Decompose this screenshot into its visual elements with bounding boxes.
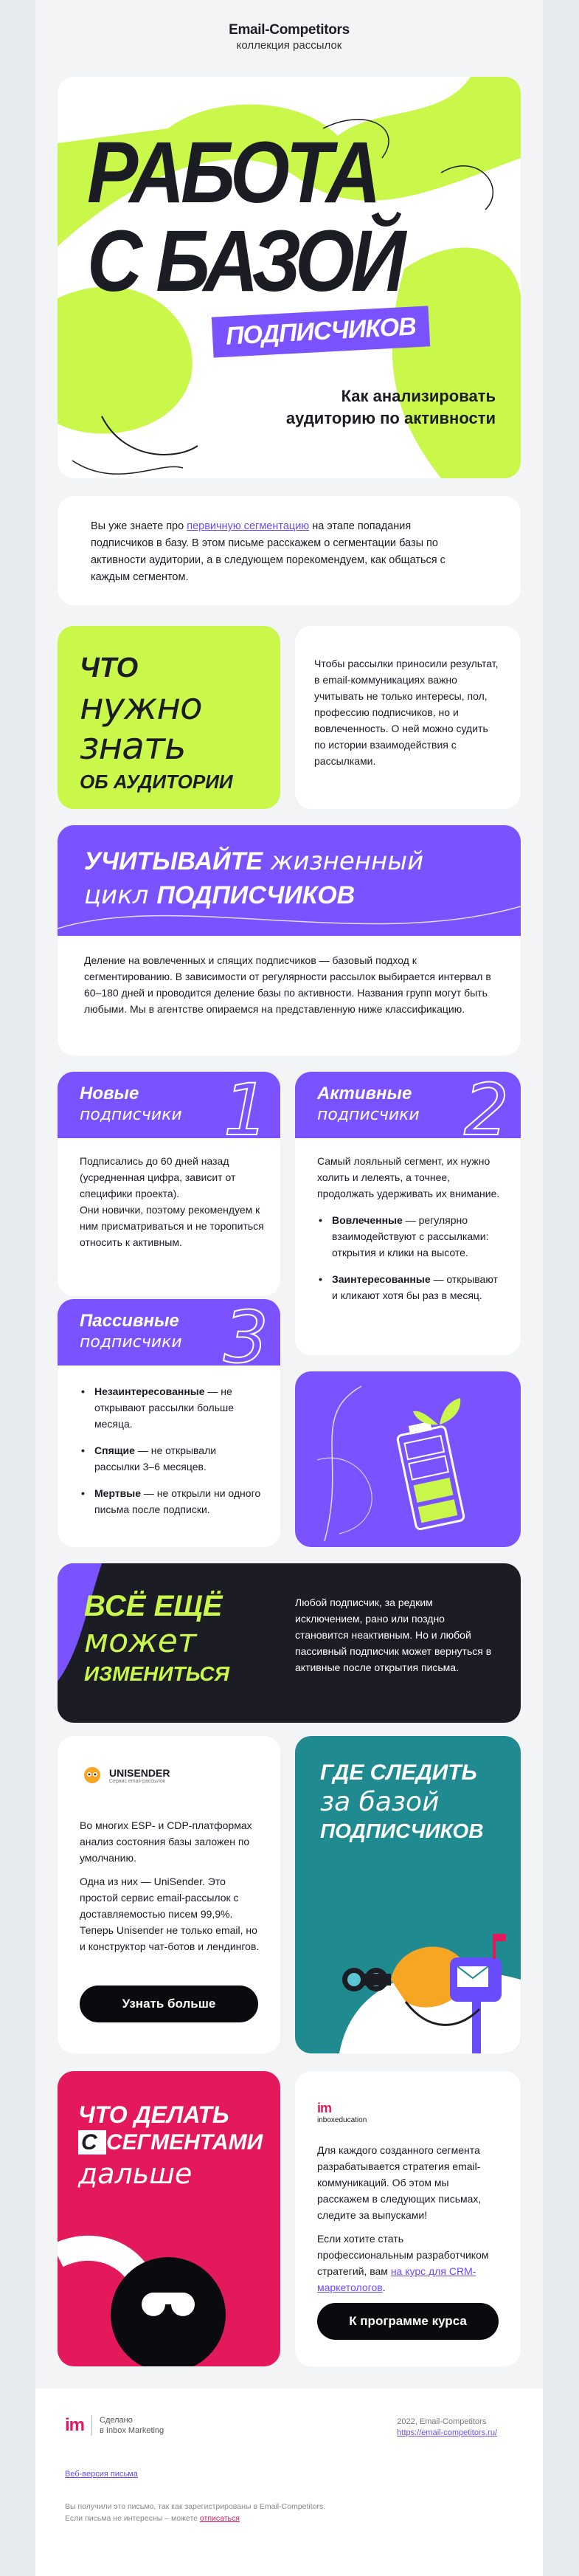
unisender-logo-sub: Сервис email-рассылок	[109, 1778, 165, 1784]
list-item-bold: Заинтересованные	[332, 1273, 431, 1285]
footer-made-2: в Inbox Marketing	[100, 2426, 164, 2435]
segment-new-card	[58, 1072, 280, 1296]
intro-text-after: на этапе попадания подписчиков в базу. В этом письме расскажем о сегментации базы по активности аудитории, а в следующем порекомендуем, как общаться с каждым сегментом.	[91, 520, 445, 583]
unisender-body	[80, 1817, 263, 1955]
list-item-bold: Мертвые	[94, 1487, 142, 1499]
where-card	[295, 1736, 521, 2053]
inbox-p2-after: .	[382, 2281, 386, 2293]
list-item-bold: Вовлеченные	[332, 1214, 403, 1226]
next-face-icon	[58, 2071, 280, 2366]
unisender-monkey-icon	[80, 1766, 105, 1785]
footer-copy	[397, 2417, 497, 2439]
segment-active-title: Активные	[317, 1084, 412, 1103]
segment-new-p1: Подписались до 60 дней назад (усредненная цифра, зависит от специфики проекта).	[80, 1155, 236, 1199]
change-card	[58, 1563, 521, 1723]
change-heading	[84, 1590, 229, 1687]
inbox-logo-mark: im	[317, 2101, 332, 2115]
list-item-text: — не открывают рассылки больше месяца.	[94, 1385, 235, 1430]
footer	[35, 2389, 543, 2576]
unisender-logo[interactable]	[80, 1766, 170, 1785]
intro-card	[58, 496, 521, 605]
inbox-body	[317, 2142, 502, 2296]
footer-logo[interactable]	[65, 2415, 164, 2436]
brand-tagline: коллекция рассылок	[236, 39, 342, 52]
inbox-p1: Для каждого созданного сегмента разрабатывается стратегия email-коммуникаций. Об этом мы расскажем в следующих письмах, следите за выпусками!	[317, 2144, 482, 2221]
segment-new-body	[80, 1153, 264, 1250]
email-container	[35, 0, 543, 2576]
list-item	[80, 1485, 264, 1518]
segment-active-header	[295, 1072, 521, 1151]
inbox-card	[295, 2071, 521, 2366]
next-word-3: дальше	[78, 2157, 193, 2190]
battery-card	[295, 1371, 521, 1547]
know-word-1: ЧТО	[80, 652, 139, 683]
segment-passive-number: 3	[223, 1299, 268, 1379]
list-item	[317, 1212, 502, 1261]
next-word-1: ЧТО ДЕЛАТЬ	[78, 2101, 229, 2128]
course-program-button[interactable]: К программе курса	[317, 2303, 499, 2340]
where-word-1: ГДЕ СЛЕДИТЬ	[320, 1760, 477, 1785]
list-item-bold: Незаинтересованные	[94, 1385, 205, 1397]
inbox-p2-before: Если хотите стать профессиональным разработчиком стратегий, вам	[317, 2233, 489, 2277]
list-item	[80, 1383, 264, 1432]
intro-link[interactable]: первичную сегментацию	[187, 520, 310, 532]
unisender-p2: Одна из них — UniSender. Это простой сервис email-рассылок с доставляемостью писем 99,9%. Теперь Unisender не только email, но и конструктор чат-ботов и лендингов.	[80, 1876, 260, 1952]
lifecycle-banner	[58, 825, 521, 936]
list-item-bold: Спящие	[94, 1444, 135, 1456]
segment-active-p1: Самый лояльный сегмент, их нужно холить и лелеять, а точнее, продолжать удерживать их внимание.	[317, 1155, 500, 1199]
segment-passive-card	[58, 1299, 280, 1547]
list-item-text: — регулярно взаимодействуют с рассылками: открытия и клики на высоте.	[332, 1214, 489, 1258]
learn-more-button[interactable]: Узнать больше	[80, 1986, 258, 2022]
inbox-logo-text: inboxeducation	[317, 2116, 367, 2124]
footer-notice-1: Вы получили это письмо, так как зарегистрированы в Email-Competitors.	[65, 2502, 326, 2511]
web-version-link[interactable]: Веб-версия письма	[65, 2470, 138, 2479]
segment-active-sub: подписчики	[317, 1106, 420, 1124]
inbox-logo[interactable]	[317, 2101, 367, 2124]
lifecycle-bold-2: ПОДПИСЧИКОВ	[156, 881, 356, 909]
lifecycle-thin-2: цикл	[84, 881, 157, 910]
hero-card	[58, 77, 521, 478]
lifecycle-thin-1: жизненный	[263, 847, 424, 876]
footer-copyright: 2022, Email-Competitors	[397, 2417, 487, 2426]
unsubscribe-link[interactable]: отписаться	[199, 2514, 240, 2523]
battery-leaf-icon	[295, 1371, 521, 1547]
footer-notice-2: Если письма не интересны – можете	[65, 2514, 200, 2523]
lifecycle-text: Деление на вовлеченных и спящих подписчиков — базовый подход к сегментированию. В зависимости от регулярности рассылок выбирается интервал в 60–180 дней и проводится деление базы по активности. Названия групп могут быть любыми. Мы в агентстве опираемся на представленную ниже классификацию.	[84, 954, 491, 1015]
list-item-text: — открывают и кликают хотя бы раз в месяц.	[332, 1273, 498, 1301]
segment-passive-sub: подписчики	[80, 1333, 182, 1351]
segment-passive-title: Пассивные	[80, 1311, 179, 1331]
footer-made-1: Сделано	[100, 2416, 133, 2425]
list-item	[80, 1442, 264, 1475]
segment-new-number: 1	[223, 1072, 268, 1151]
lifecycle-heading	[84, 844, 423, 912]
know-text-card	[295, 626, 521, 809]
change-text: Любой подписчик, за редким исключением, рано или поздно становится неактивным. Но и любой пассивный подписчик может вернуться в активные после открытия письма.	[295, 1597, 492, 1673]
change-word-1: ВСЁ ЕЩЁ	[84, 1590, 223, 1622]
intro-text-before: Вы уже знаете про	[91, 520, 187, 532]
intro-text	[91, 518, 474, 586]
segment-new-sub: подписчики	[80, 1106, 182, 1124]
inbox-p2	[317, 2231, 502, 2296]
footer-site-link[interactable]: https://email-competitors.ru/	[397, 2428, 497, 2437]
footer-notice	[65, 2501, 325, 2524]
unisender-card	[58, 1736, 280, 2053]
change-word-2: может	[84, 1622, 197, 1660]
where-word-3: ПОДПИСЧИКОВ	[320, 1819, 484, 1842]
segment-passive-header	[58, 1299, 280, 1379]
binoculars-mailbox-icon	[295, 1736, 521, 2053]
know-word-2: нужно	[80, 685, 202, 728]
hero-subtitle-line-2: аудиторию по активности	[285, 409, 496, 427]
hero-title-line-1: РАБОТА	[87, 124, 378, 221]
footer-logo-mark: im	[65, 2415, 92, 2436]
list-item-text: — не открыли ни одного письма после подписки.	[94, 1487, 261, 1515]
segment-new-p2: Они новички, поэтому рекомендуем к ним присматриваться и не торопиться относить к активным.	[80, 1204, 264, 1248]
header	[35, 22, 543, 52]
brand-name[interactable]: Email-Competitors	[229, 22, 350, 38]
next-word-2b: СЕГМЕНТАМИ	[106, 2130, 263, 2155]
segment-passive-list	[80, 1383, 264, 1528]
next-word-2a: С	[78, 2130, 106, 2155]
list-item	[317, 1271, 502, 1304]
know-word-4: ОБ АУДИТОРИИ	[80, 771, 233, 793]
change-word-3: ИЗМЕНИТЬСЯ	[84, 1662, 229, 1685]
crm-course-link[interactable]: на курс для CRM-маркетологов	[317, 2265, 476, 2293]
segment-active-body	[317, 1153, 502, 1314]
know-badge-card	[58, 626, 280, 809]
segment-new-title: Новые	[80, 1084, 139, 1103]
know-text: Чтобы рассылки приносили результат, в email-коммуникациях важно учитывать не только интересы, пол, профессию подписчиков, но и вовлеченность. О ней можно судить по истории взаимодействия с рассылками.	[314, 658, 499, 767]
next-card	[58, 2071, 280, 2366]
lifecycle-card	[58, 825, 521, 1055]
hero-title-line-2: С БАЗОЙ	[87, 213, 403, 310]
unisender-logo-text: UNISENDER	[109, 1766, 170, 1779]
hero-subtitle	[286, 385, 496, 430]
know-word-3: знать	[80, 725, 186, 768]
where-word-2: за базой	[320, 1787, 440, 1817]
hero-subtitle-line-1: Как анализировать	[341, 387, 496, 405]
hero-ribbon: ПОДПИСЧИКОВ	[212, 306, 430, 357]
segment-active-number: 2	[463, 1072, 509, 1151]
segment-active-card	[295, 1072, 521, 1355]
segment-active-list	[317, 1212, 502, 1304]
unisender-p1: Во многих ESP- и CDP-платформах анализ состояния базы заложен по умолчанию.	[80, 1819, 252, 1864]
segment-new-header	[58, 1072, 280, 1151]
lifecycle-bold-1: УЧИТЫВАЙТЕ	[84, 847, 263, 875]
list-item-text: — не открывали рассылки 3–6 месяцев.	[94, 1444, 217, 1473]
